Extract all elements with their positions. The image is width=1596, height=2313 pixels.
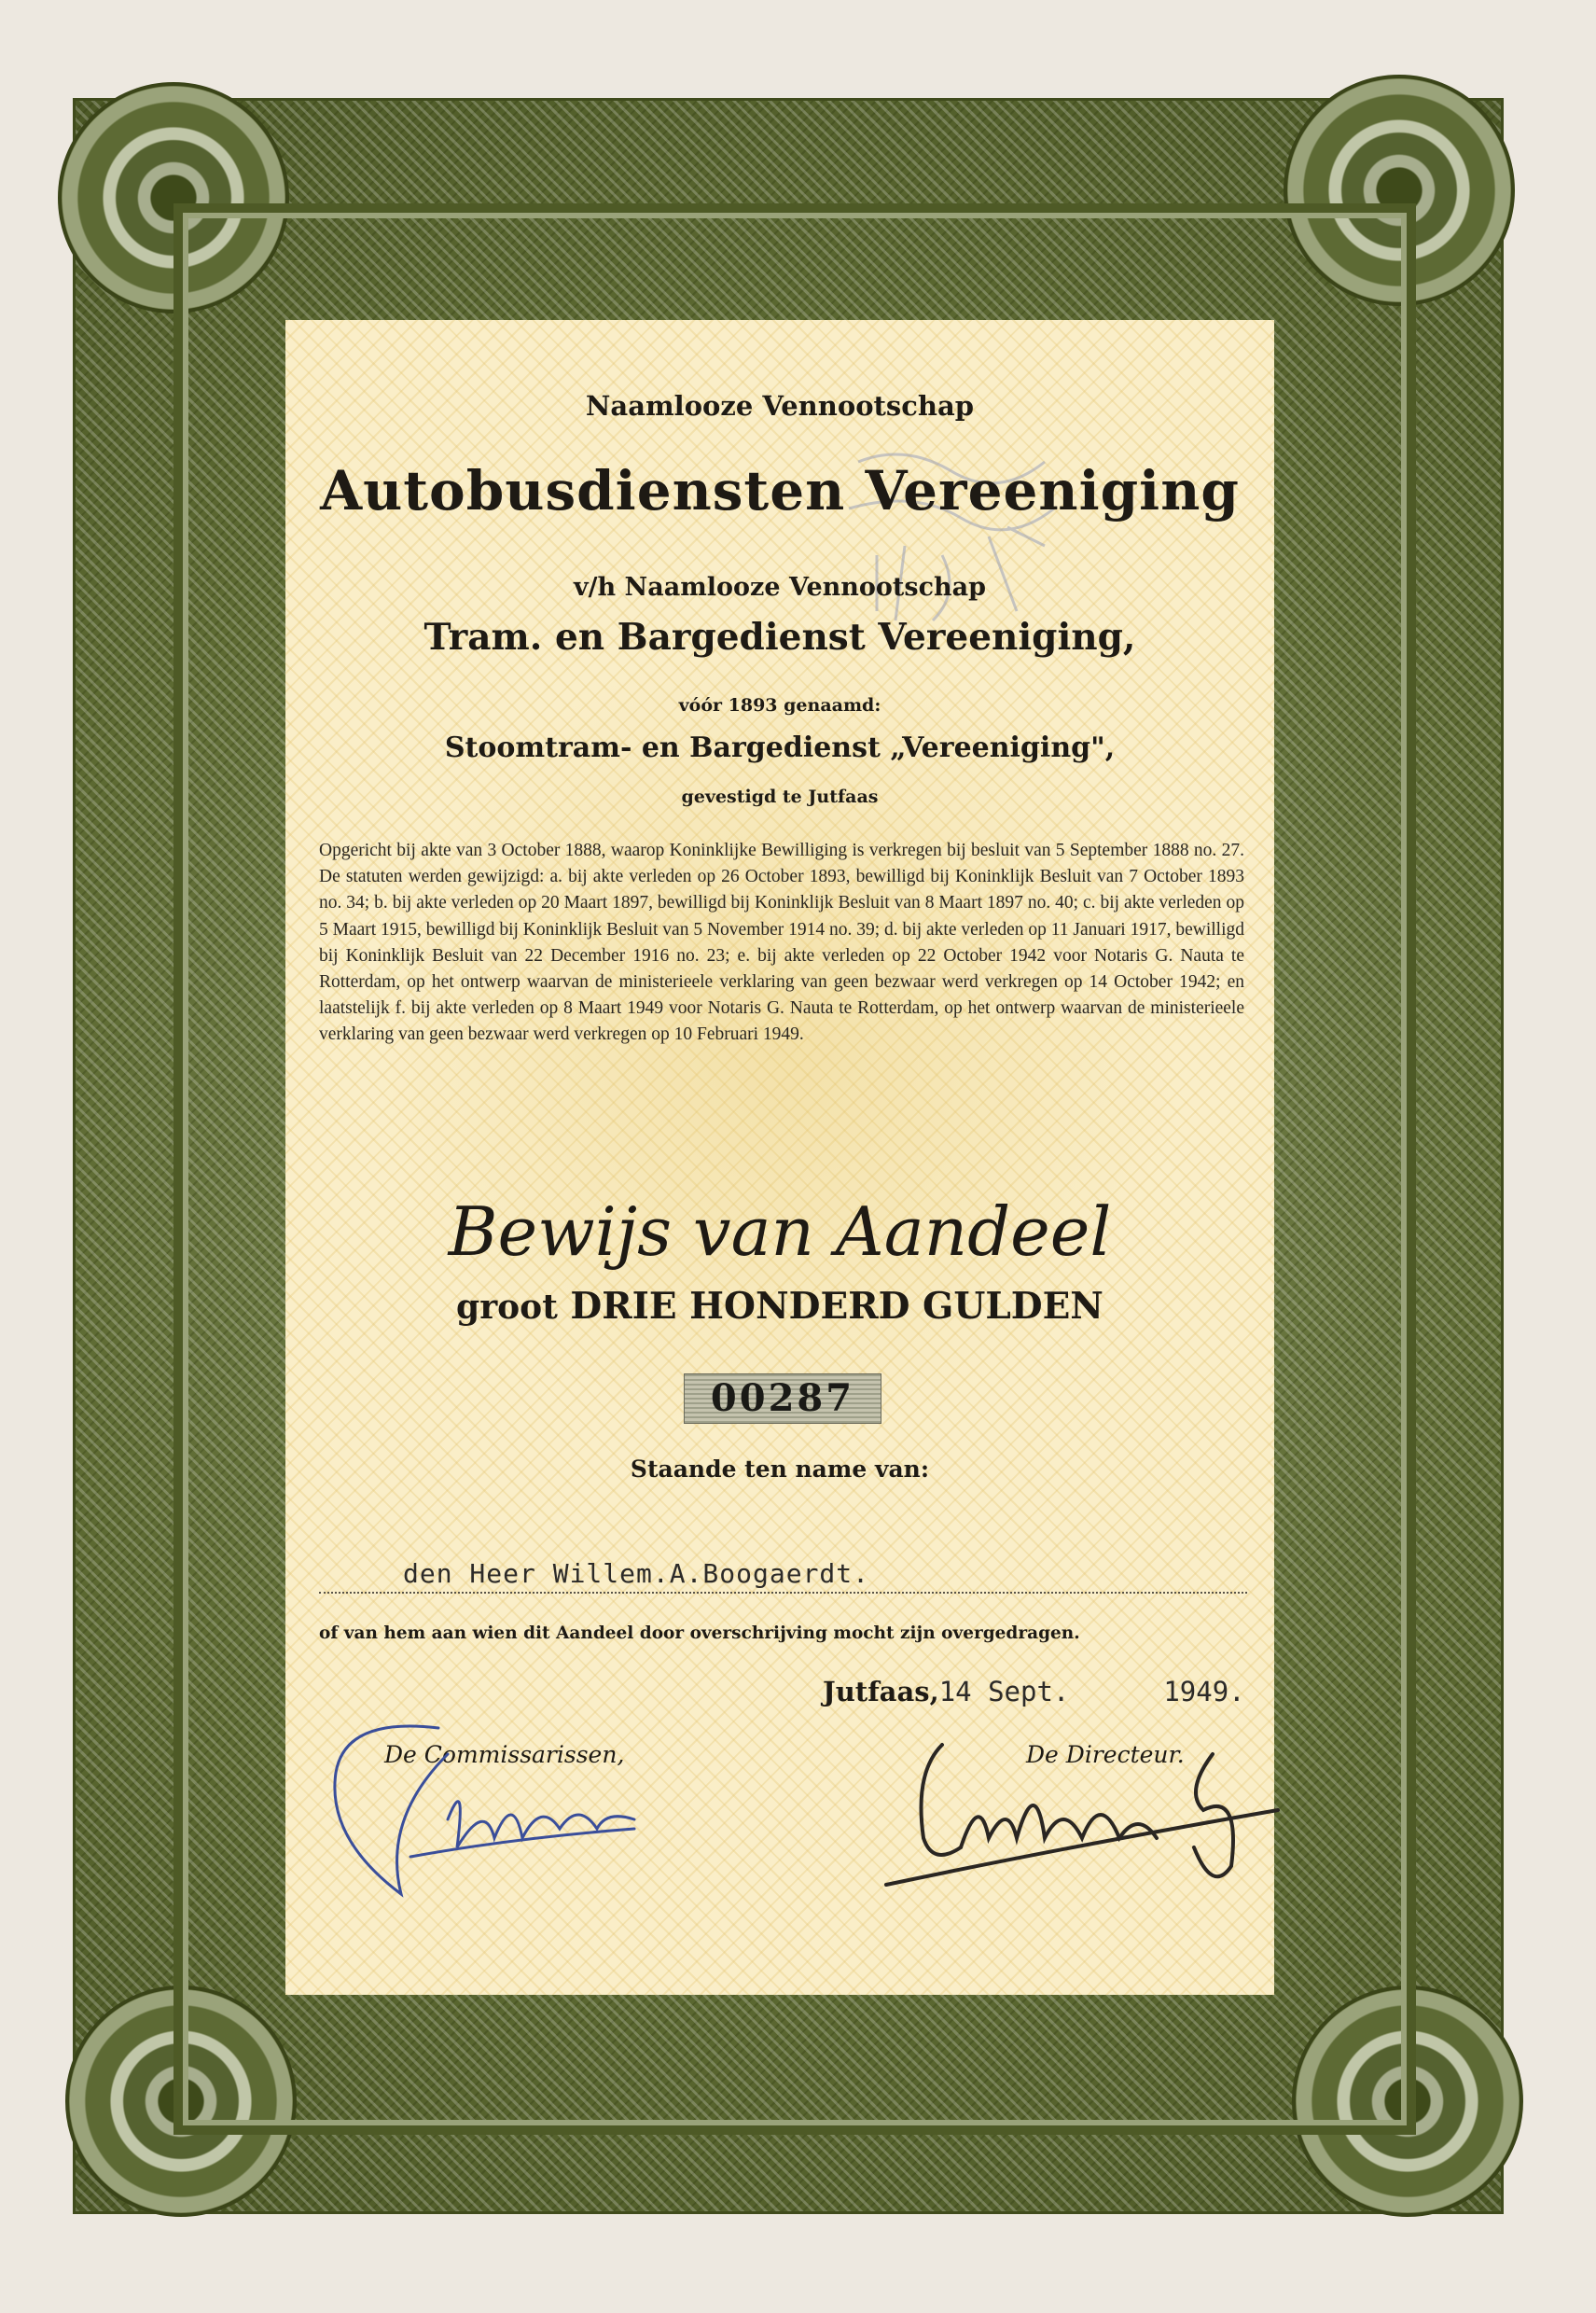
share-amount (285, 1285, 1274, 1328)
faded-stamp (821, 425, 1063, 639)
former-name: Tram. en Bargedienst Vereeniging, (423, 616, 1136, 659)
director-label: De Directeur. (1026, 1741, 1185, 1768)
year: 1949. (1163, 1676, 1245, 1707)
commissioner-signature (326, 1717, 700, 1903)
commissioners-label: De Commissarissen, (384, 1741, 625, 1768)
seat-label: gevestigd te Jutfaas (681, 787, 879, 807)
place: Jutfaas, (823, 1676, 939, 1707)
original-name: Stoomtram- en Bargedienst „Vereeniging", (444, 732, 1116, 764)
holder-name: den Heer Willem.A.Boogaerdt. (403, 1558, 870, 1589)
statutes-paragraph: Opgericht bij akte van 3 October 1888, waarop Koninklijke Bewilliging is verkregen bij besluit van 5 September 1888 no. 27. De statuten werden gewijzigd: a. bij akte verleden op 26 October 1893, bewilligd bij Koninklijk Besluit van 7 October 1893 no. 34; b. bij akte verleden op 20 Maart 1897, bewilligd bij Koninklijk Besluit van 8 Maart 1897 no. 40; c. bij akte verleden op 5 Maart 1915, bewilligd bij Koninklijk Besluit van 5 November 1914 no. 39; d. bij akte verleden op 11 Januari 1917, bewilligd bij Koninklijk Besluit van 22 December 1916 no. 23; e. bij akte verleden op 22 October 1942 voor Notaris G. Nauta te Rotterdam, op het ontwerp waarvan de ministerieele verklaring van geen bezwaar werd verkregen op 14 October 1942; en laatstelijk f. bij akte verleden op 8 Maart 1949 voor Notaris G. Nauta te Rotterdam, op het ontwerp waarvan de ministerieele verklaring van geen bezwaar werd verkregen op 10 Februari 1949. (319, 841, 1244, 1045)
company-name: Autobusdiensten Vereeniging (320, 459, 1240, 523)
before-1893-label: vóór 1893 genaamd: (678, 695, 881, 716)
in-name-of-label: Staande ten name van: (630, 1456, 930, 1483)
director-signature (877, 1735, 1287, 1903)
transfer-clause: of van hem aan wien dit Aandeel door overschrijving mocht zijn overgedragen. (319, 1623, 1080, 1643)
certificate-title: Bewijs van Aandeel (448, 1192, 1112, 1271)
company-type: Naamlooze Vennootschap (585, 390, 975, 422)
place-date (823, 1676, 1245, 1707)
certificate-number: 00287 (684, 1373, 881, 1424)
date: 14 Sept. (938, 1676, 1070, 1707)
amount-prefix: groot (456, 1288, 558, 1327)
former-prefix: v/h Naamlooze Vennootschap (573, 573, 987, 602)
amount-value: DRIE HONDERD GULDEN (570, 1285, 1103, 1328)
